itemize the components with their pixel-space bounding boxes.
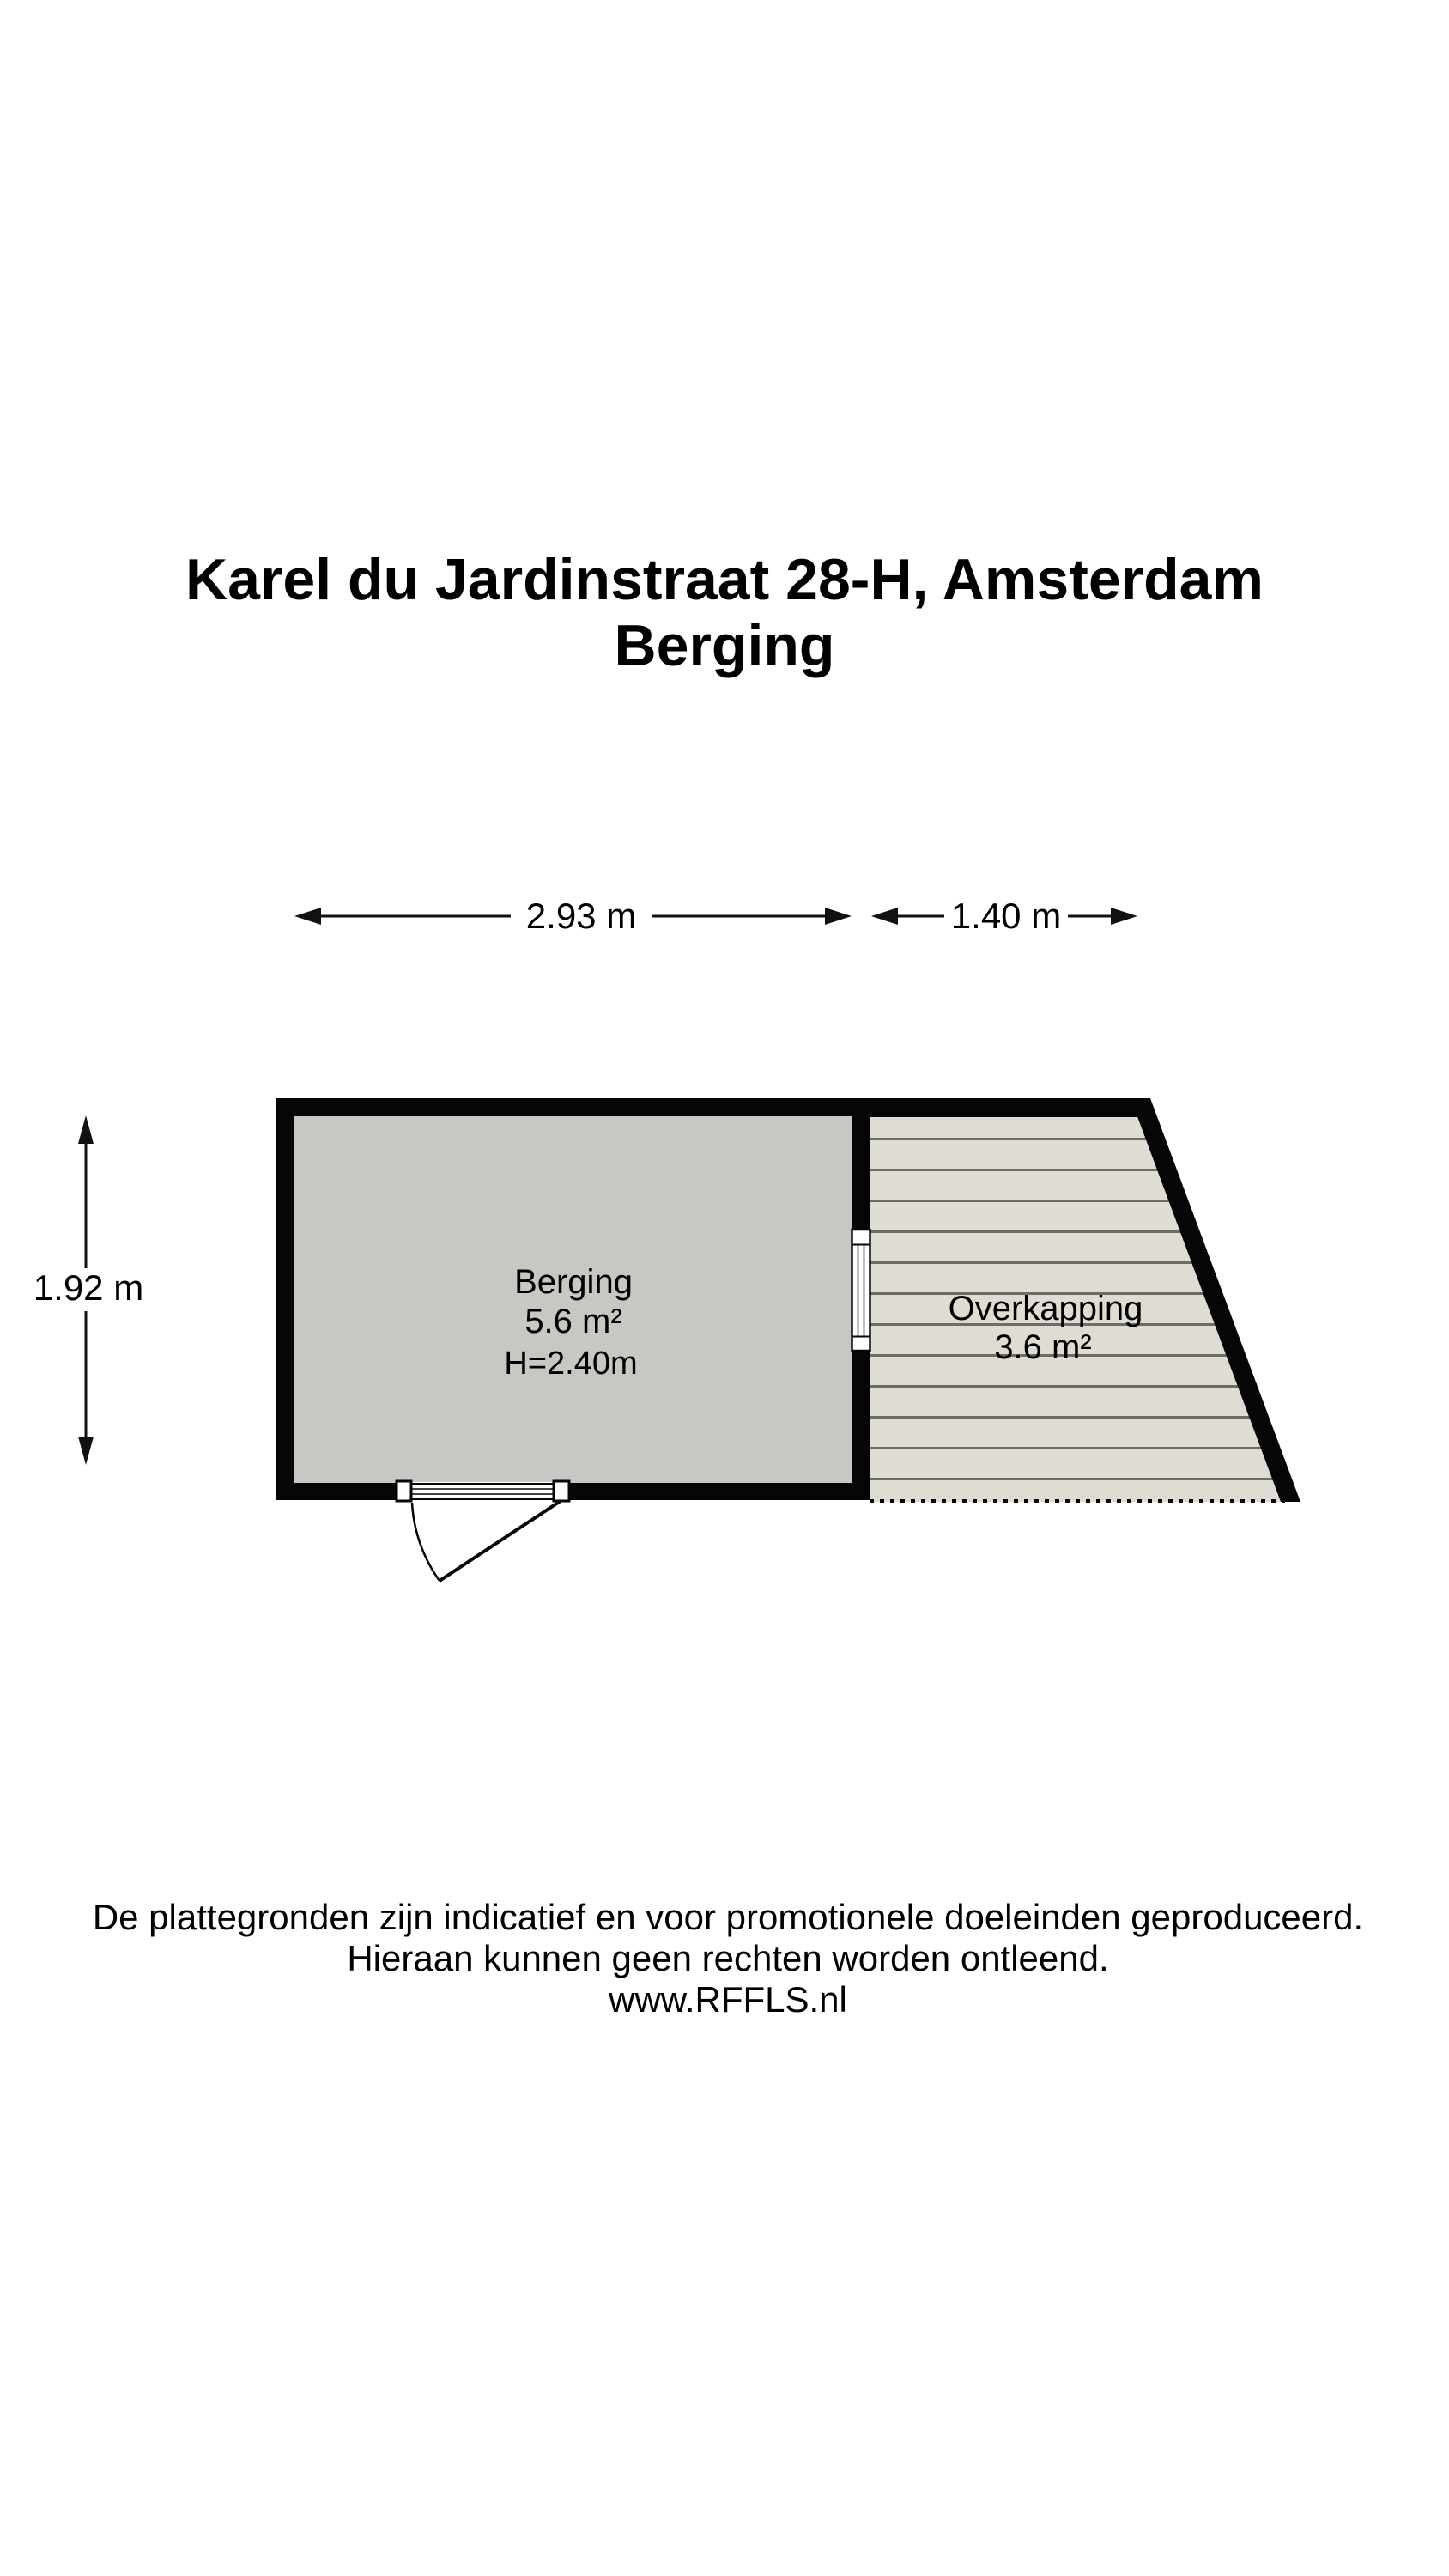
page-subtitle: Berging [614,613,835,678]
berging-ceiling-height: H=2.40m [504,1346,638,1382]
door-post [554,1481,569,1501]
berging-area: 5.6 m² [524,1303,622,1340]
overkapping-top-wall [870,1098,1140,1117]
footer-website: www.RFFLS.nl [609,1979,847,2020]
dim-label: 2.93 m [525,896,637,936]
door-sill [411,1484,555,1499]
window-symbol [852,1230,870,1351]
disclaimer-line1: De plattegronden zijn indicatief en voor promotionele doeleinden geproduceerd. [92,1897,1364,1937]
page-title: Karel du Jardinstraat 28-H, Amsterdam [185,547,1264,612]
door-post [397,1481,411,1501]
overkapping-area: 3.6 m² [994,1328,1092,1366]
dim-label: 1.40 m [950,896,1062,936]
window-frame [852,1230,870,1351]
overkapping-label: Overkapping [948,1290,1143,1327]
berging-label: Berging [514,1263,633,1301]
disclaimer-line2: Hieraan kunnen geen rechten worden ontleend. [347,1938,1109,1978]
dim-label: 1.92 m [33,1267,144,1308]
